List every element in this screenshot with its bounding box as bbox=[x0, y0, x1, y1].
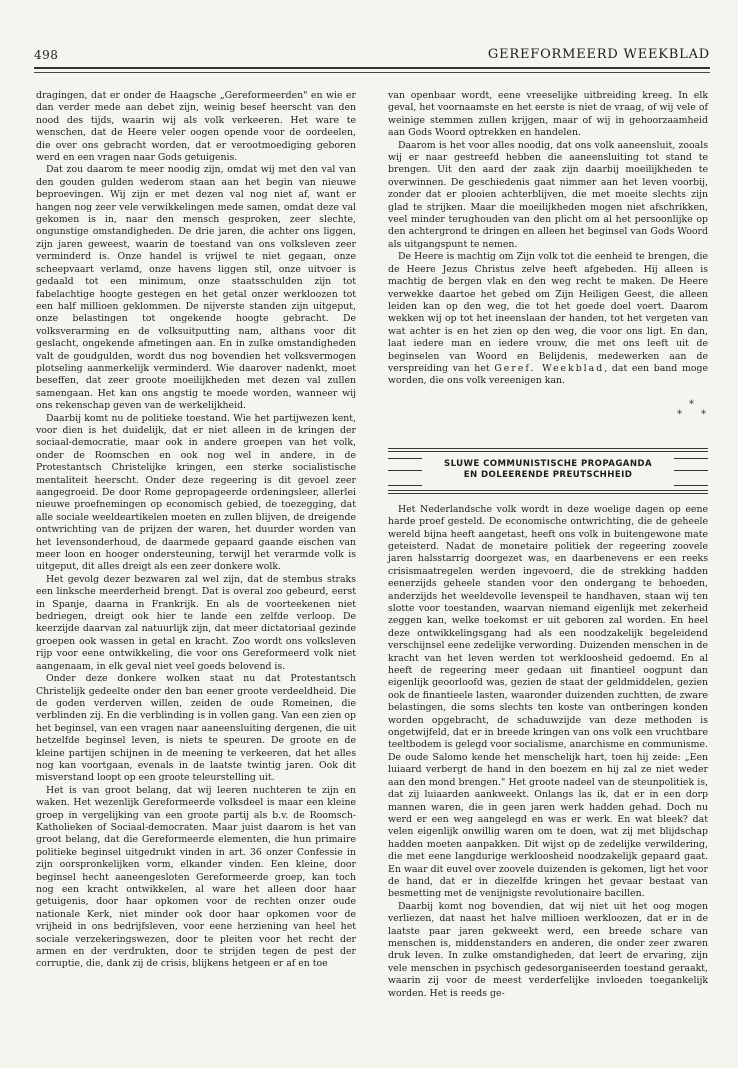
article-headline-box bbox=[388, 448, 708, 494]
left-column bbox=[36, 90, 356, 971]
closing-paragraph bbox=[388, 251, 708, 387]
paragraph: van openbaar wordt, eene vreeselijke uitbreiding kreeg. In elk geval, het voornaamste en het eerste is niet de vraag, of wij vele of weinige stemmen zullen krijgen, maar of wij in gehoorzaamheid aan Gods Woord optrekken en handelen. bbox=[388, 90, 708, 139]
header-rule bbox=[34, 67, 710, 69]
page-number: 498 bbox=[34, 48, 59, 62]
paragraph: Daarom is het voor alles noodig, dat ons volk aaneensluit, zooals wij er naar gestreefd hebben die aaneensluiting tot stand te brengen. Uit den aard der zaak zijn daarbij moeilijkheden te overwinnen. De geschiedenis gaat nimmer aan het leven voorbij, zonder dat er plooien achterblijven, die met moeite slechts zijn glad te strijken. Maar die moeilijkheden mogen niet afschrikken, veel minder terughouden van den plicht om al het persoonlijke op den achtergrond te dringen en alleen het beginsel van Gods Woord als uitgangspunt te nemen. bbox=[388, 139, 708, 250]
headline-line-1: SLUWE COMMUNISTISCHE PROPAGANDA bbox=[443, 458, 653, 469]
paragraph: dragingen, dat er onder de Haagsche „Gereformeerden" en wie er dan verder mede aan debet zijn, weinig besef heerscht van den nood des tijds, waarin wij als volk verkeeren. Het ware te wenschen, dat de Heere veler oogen opende voor de oordeelen, die over ons gebracht worden, dat er verootmoediging geboren werd en een vragen naar Gods getuigenis. bbox=[36, 90, 356, 164]
paragraph: Onder deze donkere wolken staat nu dat Protestantsch Christelijk gedeelte onder den ban eener groote verdeeldheid. Die de goden verderven willen, zeiden de oude Romeinen, die verblinden zij. En die verblinding is in vollen gang. Van een zien op het beginsel, van een vragen naar aaneensluiting dergenen, die uit hetzelfde beginsel leven, is niets te speuren. De groote en de kleine partijen schijnen in de meening te verkeeren, dat het alles nog kan voortgaan, evenals in de laatste twintig jaren. Ook dit misverstand loopt op een groote teleurstelling uit. bbox=[36, 673, 356, 784]
paragraph: Het is van groot belang, dat wij leeren nuchteren te zijn en waken. Het wezenlijk Gereformeerde volksdeel is maar een kleine groep in vergelijking van een groote partij als b.v. de Roomsch-Katholieken of Sociaal-democraten. Maar juist daarom is het van groot belang, dat die Gereformeerde elementen, die hun primaire politieke beginsel uitgedrukt vinden in art. 36 onzer Confessie in zijn oorspronkelijken vorm, elkander vinden. Een kleine, door beginsel hecht aaneengesloten Gereformeerde groep, kan toch nog een kracht ontwikkelen, al ware het alleen door haar getuigenis, door haar opkomen voor de rechten onzer oude nationale Kerk, niet minder ook door haar opkomen voor de vrijheid in ons bedrijfsleven, voor eene herziening van heel het sociale verzekeringswezen, door te pleiten voor het recht der armen en der verdrukten, door te strijden tegen de pest der corruptie, die, dank zij de crisis, blijkens hetgeen er af en toe bbox=[36, 784, 356, 970]
article-body bbox=[388, 504, 708, 1000]
paragraph: Dat zou daarom te meer noodig zijn, omdat wij met den val van den gouden gulden wederom staan aan het begin van nieuwe beproevingen. Wij zijn er met dezen val nog niet af, want er hangen nog zeer vele verwikkelingen mede samen, omdat deze val gekomen is in, naar den mensch gesproken, zeer slechte, ongunstige omstandigheden. De drie jaren, die achter ons liggen, zijn jaren geweest, waarin de toestand van ons volksleven zeer verminderd is. Onze handel is vrijwel te niet gegaan, onze scheepvaart verlamd, onze havens liggen stil, onze uitvoer is gedaald tot een minimum, onze staatsschulden zijn tot fabelachtige hoogte gestegen en het getal onzer werkloozen tot een half millioen geklommen. De nijverste standen zijn uitgeput, onze belastingen tot ongekende hoogte gebracht. De volksverarming en de volksuitputting nam, althans voor dit geslacht, ongekende afmetingen aan. En in zulke omstandigheden valt de goudgulden, wordt dus nog bovendien het volksvermogen plotseling aanmerkelijk verminderd. Wie daarover nadenkt, moet beseffen, dat zeer groote moeilijkheden met dezen val zullen samengaan. Het kan ons angstig te moede worden, wanneer wij ons rekenschap geven van de werkelijkheid. bbox=[36, 164, 356, 412]
paragraph: Het gevolg dezer bezwaren zal wel zijn, dat de stembus straks een linksche meerderheid brengt. Dat is overal zoo gebeurd, eerst in Spanje, daarna in Frankrijk. En als de voorteekenen niet bedriegen, dreigt ook hier te lande een zelfde verloop. De keerzijde daarvan zal natuurlijk zijn, dat meer dictatoriaal gezinde groepen ook wassen in getal en kracht. Zoo wordt ons volksleven rijp voor eene ontwikkeling, die voor ons Gereformeerd volk niet aangenaam, in elk geval niet veel goeds belovend is. bbox=[36, 573, 356, 672]
separator-star: * bbox=[689, 398, 694, 410]
right-column bbox=[388, 90, 708, 1000]
spaced-journal-name: Geref. Weekblad bbox=[494, 362, 605, 374]
paragraph: Daarbij komt nu de politieke toestand. Wie het partijwezen kent, voor dien is het duidelijk, dat er niet alleen in de kringen der sociaal-democratie, maar ook in andere groepen van het volk, onder de Roomschen en ook nog wel in andere, in de Protestantsch Christelijke kringen, een sterke socialistische mentaliteit heerscht. Onder deze regeering is dit gevoel zeer aangegroeid. De door Rome gepropageerde ordeningsleer, allerlei nieuwe proefnemingen op economisch gebied, de toezegging, dat alle sociale weeldeartikelen moeten en zullen blijven, de dreigende ontwrichting van de prijzen der waren, het duurder worden van het levensonderhoud, de daarmede gepaard gaande eischen van meer loon en hooger ondersteuning, terwijl het verarmde volk is uitgeput, dit alles dreigt als een zeer donkere wolk. bbox=[36, 412, 356, 573]
paragraph: Het Nederlandsche volk wordt in deze woelige dagen op eene harde proef gesteld. De economische ontwrichting, die de geheele wereld bijna heeft aangetast, heeft ons volk in buitengewone mate geteisterd. Nadat de monetaire politiek der regeering zoovele jaren halsstarrig doorgezet was, en daarbenevens er een reeks crisismaatregelen werden ingevoerd, die de strekking hadden eenerzijds geheele standen voor den ondergang te behoeden, anderzijds het weeldevolle levenspeil te handhaven, staan wij ten slotte voor toestanden, waarvan niemand eigenlijk met zekerheid zeggen kan, welke toekomst er uit geboren zal worden. En heel deze ontwikkelingsgang had als een noodzakelijk begeleidend verschijnsel eene zedelijke verwording. Duizenden menschen in de kracht van het leven werden tot werkloosheid gedoemd. En al heeft de regeering meer gedaan uit finantieel oogpunt dan eigenlijk geoorloofd was, gezien de staat der geldmiddelen, gezien ook de finantieele lasten, waaronder duizenden zuchtten, de zware belastingen, die soms slechts ten koste van ontberingen konden worden opgebracht, de schaduwzijde van deze methoden is ongetwijfeld, dat er in breede kringen van ons volk een vruchtbare teeltbodem is gelegd voor socialisme, anarchisme en communisme. De oude Salomo kende het menschelijk hart, toen hij zeide: „Een luiaard verbergt de hand in den boezem en hij zal ze niet weder aan den mond brengen." Het groote nadeel van de steunpolitiek is, dat zij luiaarden aankweekt. Onlangs las ik, dat er in een dorp mannen waren, die in geen jaren werk hadden gehad. Doch nu werd er een weg aangelegd en was er werk. En wat bleek? dat velen eigenlijk onwillig waren om te doen, wat zij met blijdschap hadden moeten aanpakken. Dit wijst op de zedelijke verwildering, die met eene langdurige werkloosheid noodzakelijk gepaard gaat. En waar dit euvel over zoovele duizenden is gekomen, ligt het voor de hand, dat er in diezelfde kringen het gevaar bestaat van besmetting met de venijnigste revolutionaire bacillen. bbox=[388, 503, 708, 900]
separator-star: * bbox=[677, 408, 682, 420]
journal-title: GEREFORMEERD WEEKBLAD bbox=[487, 47, 710, 62]
header-rule bbox=[34, 72, 710, 73]
paragraph: Daarbij komt nog bovendien, dat wij niet uit het oog mogen verliezen, dat naast het halve millioen werkloozen, dat er in de laatste paar jaren gekweekt werd, een breede schare van menschen is, middenstanders en anderen, die onder zeer zwaren druk leven. In zulke omstandigheden, dat leert de ervaring, zijn vele menschen in psychisch gedesorganiseerden toestand geraakt, waarin zij voor de meest verderfelijke invloeden toegankelijk worden. Het is reeds ge- bbox=[388, 900, 708, 999]
headline-line-2: EN DOLEERENDE PREUTSCHHEID bbox=[463, 470, 633, 481]
closing-text-end: , dat een band moge worden, die ons volk vereenigen kan. bbox=[388, 362, 708, 387]
section-separator bbox=[388, 396, 708, 424]
article-headline bbox=[428, 459, 668, 482]
separator-star: * bbox=[701, 408, 706, 420]
closing-text-start: De Heere is machtig om Zijn volk tot die eenheid te brengen, die de Heere Jezus Christus zelve heeft afgebeden. Hij alleen is machtig de bergen vlak en den weg recht te maken. De Heere verwekke daartoe het gebed om Zijn Heiligen Geest, die alleen leiden kan op den weg, die tot het goede doel voert. Daarom wekken wij op tot het ineenslaan der handen, tot het vergeten van wat achter is en het zien op den weg, die voor ons ligt. En dan, laat iedere man en iedere vrouw, die met ons leeft uit de beginselen van Woord en Belijdenis, medewerken aan de verspreiding van het bbox=[388, 251, 708, 374]
